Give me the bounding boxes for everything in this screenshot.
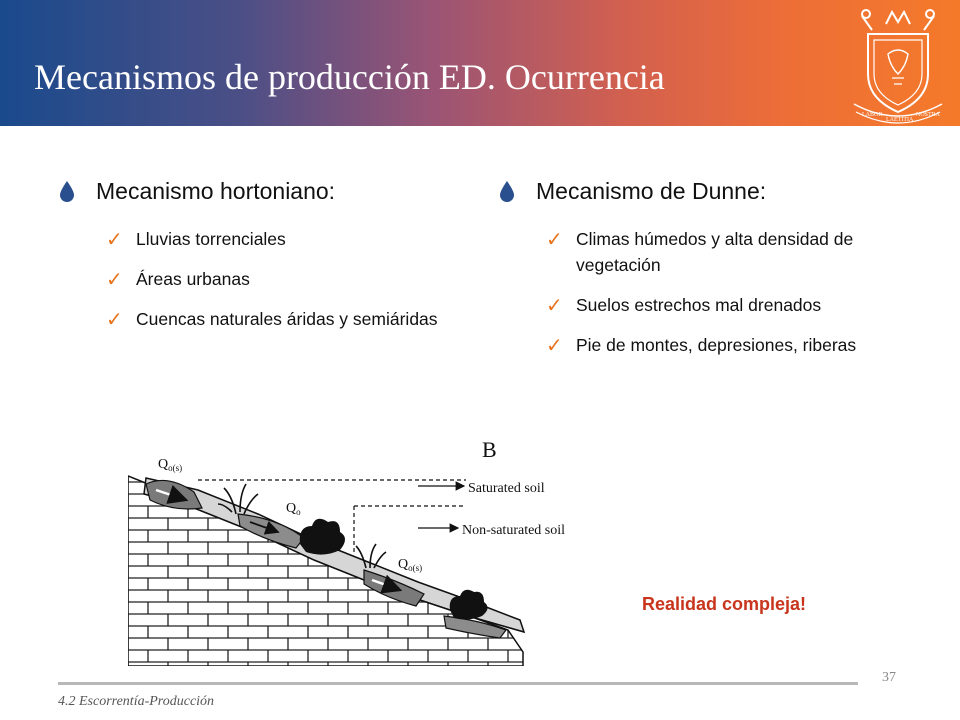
bush-icon [300, 519, 345, 555]
hortonian-heading: Mecanismo hortoniano: [96, 178, 336, 204]
footer-divider [58, 682, 858, 685]
label-non-saturated-soil: Non-saturated soil [462, 523, 566, 538]
bush-icon [450, 590, 488, 620]
check-icon: ✓ [106, 267, 123, 291]
check-icon: ✓ [106, 307, 123, 331]
water-drop-icon [58, 180, 76, 202]
dunne-list [498, 226, 898, 358]
slide-title: Mecanismos de producción ED. Ocurrencia [34, 57, 665, 97]
list-item: ✓ Suelos estrechos mal drenados [546, 293, 822, 317]
water-drop-icon [498, 180, 516, 202]
check-icon: ✓ [106, 227, 123, 251]
crest-motto-center: LAETITIA [886, 117, 914, 123]
check-icon: ✓ [546, 227, 563, 251]
list-item: ✓ Lluvias torrenciales [106, 227, 286, 251]
label-qo: $Q_o$ [286, 501, 301, 517]
diagram-letter: B [482, 437, 497, 462]
list-item: ✓ Pie de montes, depresiones, riberas [546, 333, 857, 357]
check-icon: ✓ [546, 333, 563, 357]
list-item: ✓ Áreas urbanas [106, 267, 250, 291]
university-crest-icon [848, 4, 948, 126]
page-number: 37 [882, 670, 896, 685]
label-qos-bottom: $Q_{o(s)}$ [398, 557, 423, 573]
check-icon: ✓ [546, 293, 563, 317]
hortonian-list [58, 226, 438, 332]
dunne-heading: Mecanismo de Dunne: [536, 178, 767, 204]
dunne-heading-row [498, 176, 898, 206]
label-qos-top: $Q_{o(s)}$ [158, 457, 183, 473]
list-item: ✓ Cuencas naturales áridas y semiáridas [106, 307, 438, 331]
runoff-diagram [128, 434, 628, 666]
dunne-column [498, 176, 898, 372]
label-saturated-soil: Saturated soil [468, 481, 545, 496]
header-banner [0, 0, 960, 126]
crest-motto-right: NOSTRA [916, 112, 941, 118]
note-realidad: Realidad compleja! [642, 594, 807, 614]
footer-section-label: 4.2 Escorrentía-Producción [58, 694, 215, 709]
crest-motto-left: LABOR [862, 112, 883, 118]
hortonian-heading-row [58, 176, 438, 206]
list-item: ✓ Climas húmedos y alta densidad de vegetación [546, 227, 854, 275]
hortonian-column [58, 176, 438, 346]
